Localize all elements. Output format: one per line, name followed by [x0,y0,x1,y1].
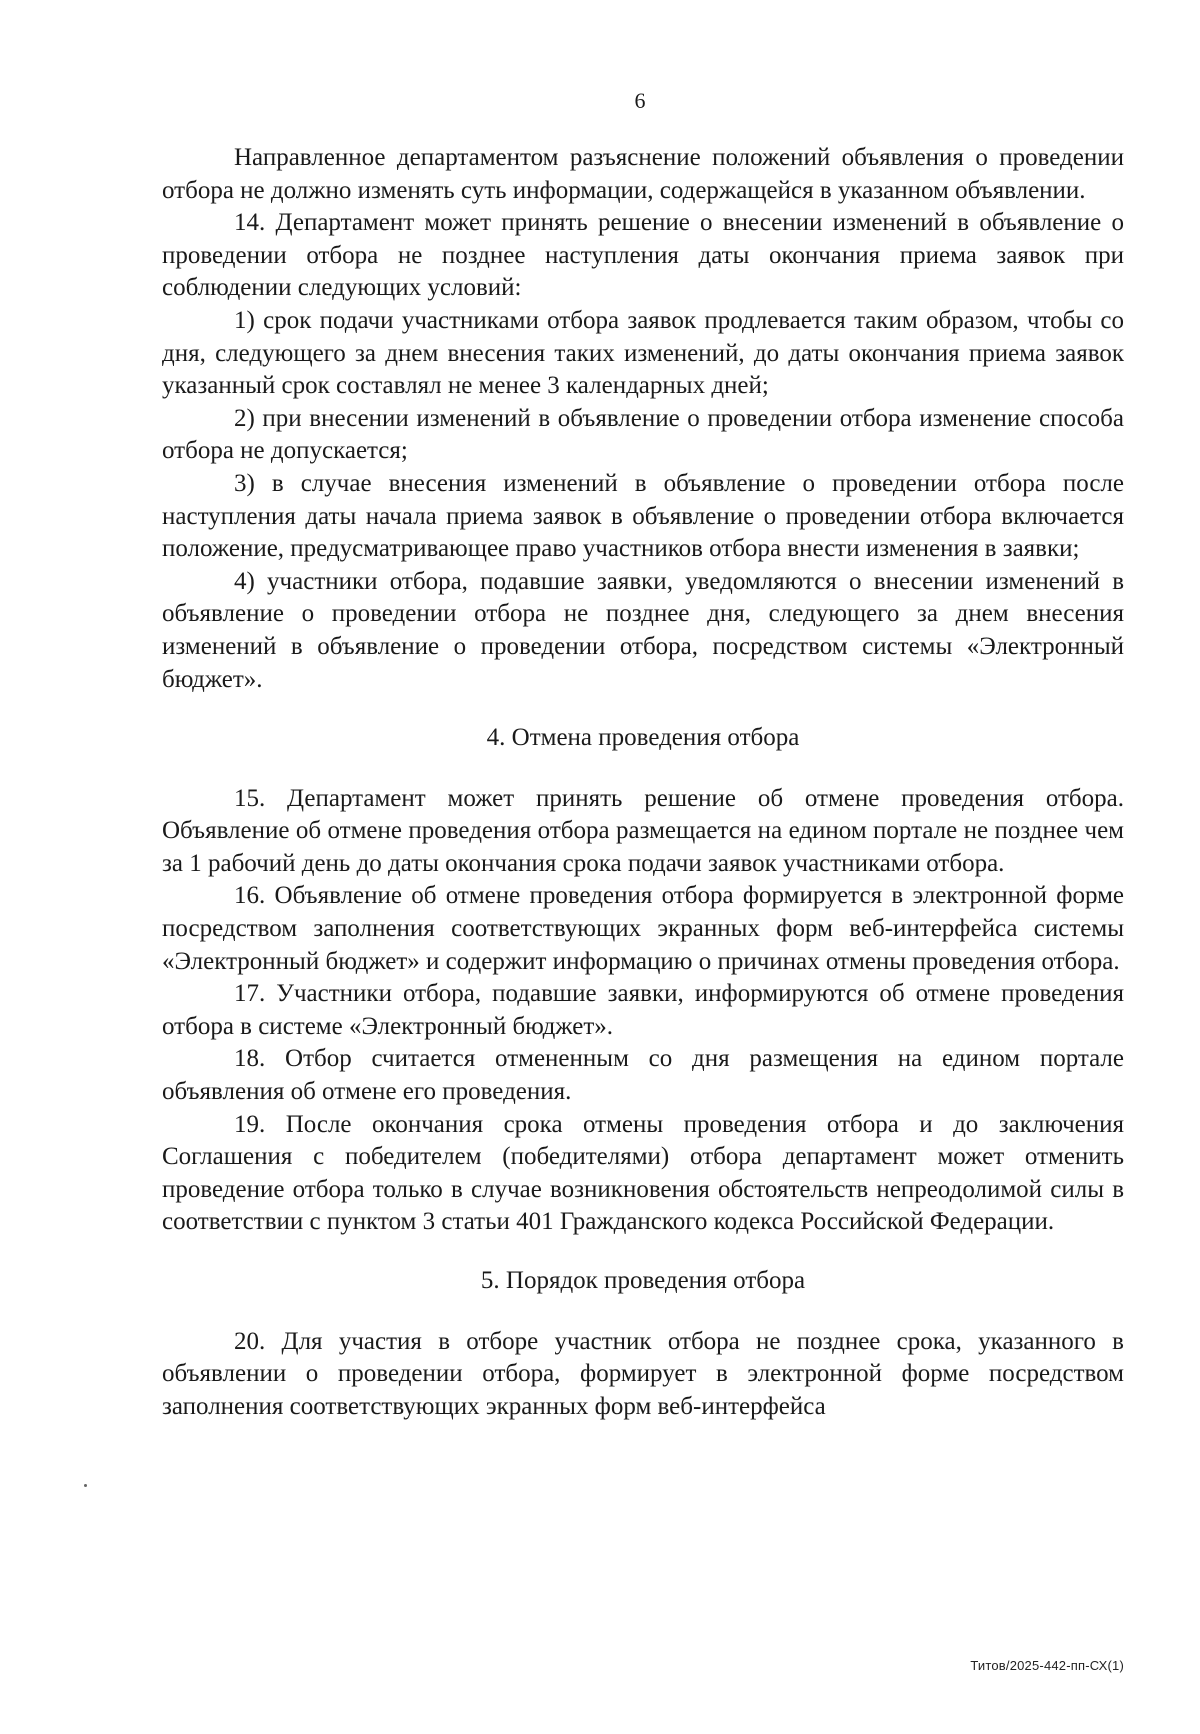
paragraph-14-item-3: 3) в случае внесения изменений в объявление о проведении отбора после наступления даты начала приема заявок в объявление о проведении отбора включается положение, предусматривающее право участников отбора внести изменения в заявки; [162,469,1124,563]
section-heading-4: 4. Отмена проведения отбора [486,724,800,752]
paragraph-14: 14. Департамент может принять решение о внесении изменений в объявление о проведении отбора не позднее наступления даты окончания приема заявок при соблюдении следующих условий: [162,209,1124,302]
paragraph-18: 18. Отбор считается отмененным со дня размещения на едином портале объявления об отмене его проведения. [162,1045,1124,1106]
scan-artifact-dot [84,1484,87,1487]
document-footer-code: Титов/2025-442-пп-СХ(1) [970,1658,1124,1673]
document-body [162,142,1124,1423]
paragraph-14-item-4: 4) участники отбора, подавшие заявки, уведомляются о внесении изменений в объявление о проведении отбора не позднее дня, следующего за днем внесения изменений в объявление о проведении отбора, посредством системы «Электронный бюджет». [162,567,1124,693]
paragraph-14-item-1: 1) срок подачи участниками отбора заявок продлевается таким образом, чтобы со дня, следующего за днем внесения таких изменений, до даты окончания приема заявок указанный срок составлял не менее 3 календарных дней; [162,306,1124,400]
paragraph-16: 16. Объявление об отмене проведения отбора формируется в электронной форме посредством заполнения соответствующих экранных форм веб-интерфейса системы «Электронный бюджет» и содержит информацию о причинах отмены проведения отбора. [162,882,1124,975]
paragraph-19: 19. После окончания срока отмены проведения отбора и до заключения Соглашения с победителем (победителями) отбора департамент может отменить проведение отбора только в случае возникновения обстоятельств непреодолимой силы в соответствии с пунктом 3 статьи 401 Гражданского кодекса Российской Федерации. [162,1110,1124,1236]
paragraph-20: 20. Для участия в отборе участник отбора не позднее срока, указанного в объявлении о проведении отбора, формирует в электронной форме посредством заполнения соответствующих экранных форм веб-интерфейса [162,1327,1124,1420]
section-heading-5: 5. Порядок проведения отбора [480,1267,806,1294]
paragraph-14-item-2: 2) при внесении изменений в объявление о проведении отбора изменение способа отбора не допускается; [162,404,1124,465]
paragraph-15: 15. Департамент может принять решение об отмене проведения отбора. Объявление об отмене проведения отбора размещается на едином портале не позднее чем за 1 рабочий день до даты окончания срока подачи заявок участниками отбора. [162,784,1124,877]
page-number: 6 [634,88,646,113]
paragraph-clarification: Направленное департаментом разъяснение положений объявления о проведении отбора не должно изменять суть информации, содержащейся в указанном объявлении. [162,144,1124,204]
paragraph-17: 17. Участники отбора, подавшие заявки, информируются об отмене проведения отбора в системе «Электронный бюджет». [162,980,1124,1040]
